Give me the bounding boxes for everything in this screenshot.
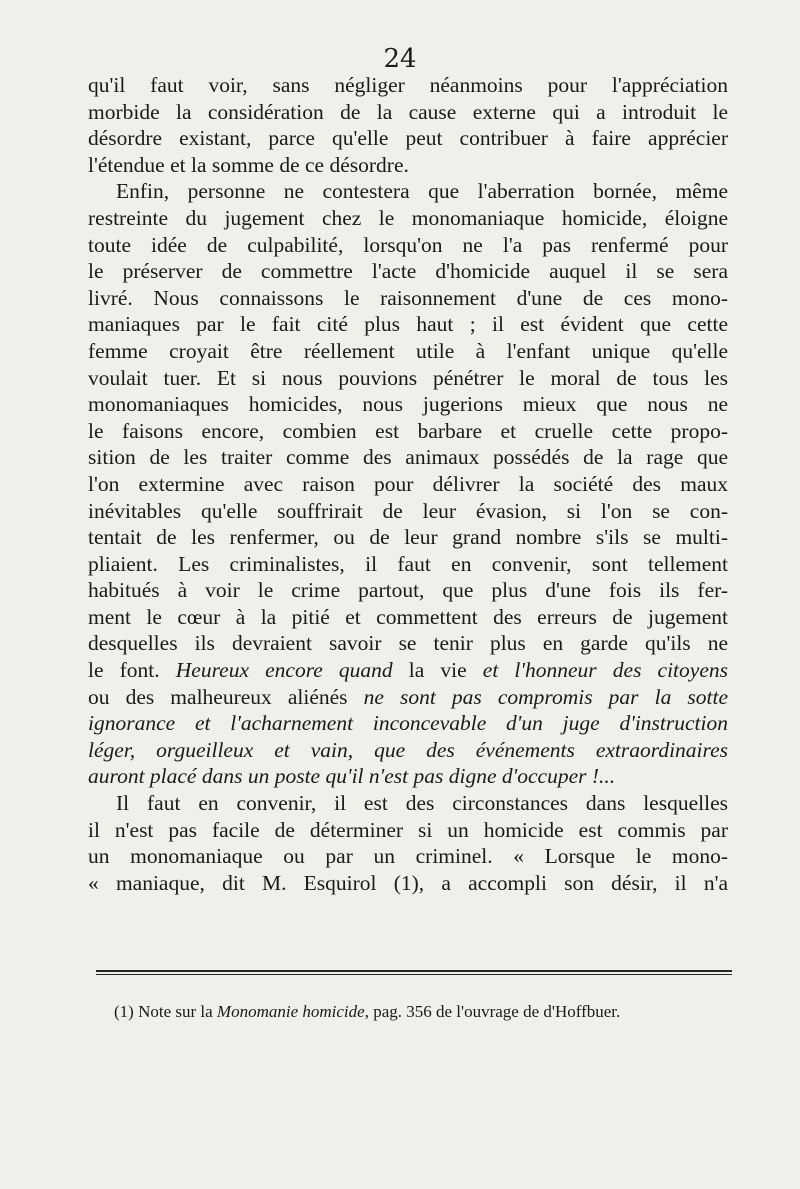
text-line: l'on extermine avec raison pour délivrer la société des maux <box>88 471 728 496</box>
text-line: habitués à voir le crime partout, que plus d'une fois ils fer- <box>88 578 728 603</box>
paragraph-1 <box>88 72 728 178</box>
text-line: pliaient. Les criminalistes, il faut en convenir, sont tellement <box>88 551 728 576</box>
italic-line: ignorance et l'acharnement inconcevable d'un juge d'instruction <box>88 711 728 736</box>
text-line: Il faut en convenir, il est des circonstances dans lesquelles <box>116 791 728 816</box>
text-line: inévitables qu'elle souffrirait de leur évasion, si l'on se con- <box>88 498 728 523</box>
text-segment: le font. <box>88 658 176 683</box>
italic-segment: Heureux encore quand <box>175 658 393 683</box>
text-line: maniaques par le fait cité plus haut ; il est évident que cette <box>88 312 728 337</box>
footnote-divider <box>96 970 732 975</box>
text-line: Enfin, personne ne contestera que l'aberration bornée, même <box>116 179 728 204</box>
text-line: restreinte du jugement chez le monomaniaque homicide, éloigne <box>88 205 728 230</box>
text-line: qu'il faut voir, sans négliger néanmoins pour l'appréciation <box>88 73 728 97</box>
text-line: livré. Nous connaissons le raisonnement d'une de ces mono- <box>88 285 728 310</box>
text-line: le préserver de commettre l'acte d'homicide auquel il se sera <box>88 259 728 284</box>
text-line: toute idée de culpabilité, lorsqu'on ne l'a pas renfermé pour <box>88 232 728 257</box>
paragraph-3 <box>88 790 728 896</box>
text-segment: ou des malheureux aliénés <box>88 684 364 709</box>
body-text <box>88 72 728 896</box>
text-line: l'étendue et la somme de ce désordre. <box>88 152 409 177</box>
footnote-title: Monomanie homicide <box>216 1002 365 1021</box>
italic-line: léger, orgueilleux et vain, que des événements extraordinaires <box>88 737 728 762</box>
text-line: désordre existant, parce qu'elle peut contribuer à faire apprécier <box>88 126 728 151</box>
text-line: femme croyait être réellement utile à l'enfant unique qu'elle <box>88 338 728 363</box>
italic-segment: ne sont pas compromis par la sotte <box>363 684 728 709</box>
text-line: il n'est pas facile de déterminer si un homicide est commis par <box>88 817 728 842</box>
text-line: voulait tuer. Et si nous pouvions pénétrer le moral de tous les <box>88 365 728 390</box>
text-line <box>88 657 728 684</box>
text-line <box>88 684 728 711</box>
text-line: sition de les traiter comme des animaux possédés de la rage que <box>88 445 728 470</box>
text-line: le faisons encore, combien est barbare et cruelle cette propo- <box>88 418 728 443</box>
italic-segment: et l'honneur des citoyens <box>482 658 728 683</box>
footnote-marker: (1) <box>114 1002 134 1021</box>
footnote-text: , pag. 356 de l'ouvrage de d'Hoffbuer. <box>364 1002 621 1021</box>
text-line: un monomaniaque ou par un criminel. « Lorsque le mono- <box>88 844 728 869</box>
italic-line: auront placé dans un poste qu'il n'est pas digne d'occuper !... <box>88 764 616 789</box>
paragraph-2 <box>88 178 728 790</box>
text-line: morbide la considération de la cause externe qui a introduit le <box>88 99 728 124</box>
text-line: ment le cœur à la pitié et commettent des erreurs de jugement <box>88 604 728 629</box>
page-number: 24 <box>383 44 417 74</box>
text-line: desquelles ils devraient savoir se tenir plus en garde qu'ils ne <box>88 631 728 656</box>
text-line: « maniaque, dit M. Esquirol (1), a accompli son désir, il n'a <box>88 870 728 895</box>
footnote-text: Note sur la <box>133 1002 217 1021</box>
text-line: tentait de les renfermer, ou de leur grand nombre s'ils se multi- <box>88 525 728 550</box>
footnote <box>114 1002 734 1022</box>
text-segment: la vie <box>392 658 483 683</box>
text-line: monomaniaques homicides, nous jugerions mieux que nous ne <box>88 392 728 417</box>
